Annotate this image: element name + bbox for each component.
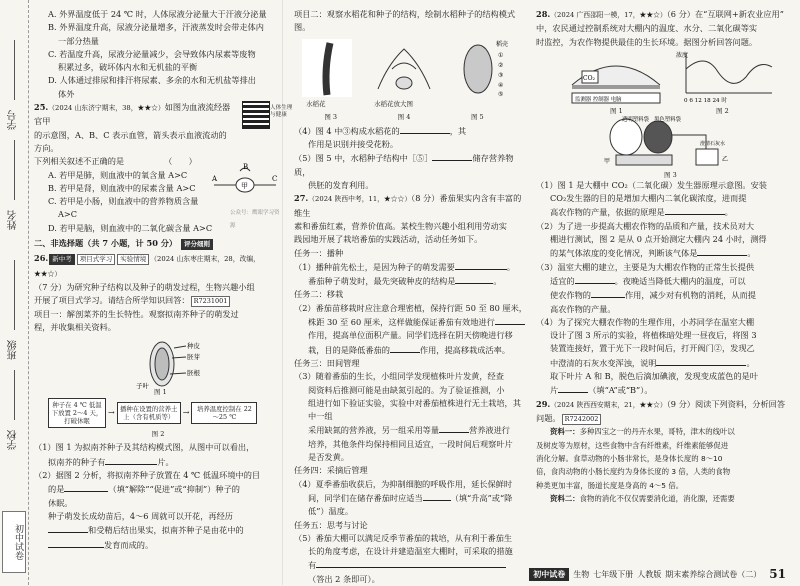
- q25-option-c: C. 若甲是小肠，则血液中的营养物质含量: [48, 196, 199, 207]
- q28-1-period: 。: [724, 207, 733, 218]
- q29-stem: [536, 398, 786, 412]
- material-1-title: 资料一：: [550, 427, 580, 437]
- q26-1-prompt: 拟南芥的种子有: [48, 456, 106, 467]
- q28-text-3: 时监控，为农作物提供最佳的生长环境。据图分析回答问题。: [536, 36, 758, 47]
- q28-4-hint: （填“A”或“B”）。: [588, 385, 653, 396]
- q25-number: 25.: [34, 102, 49, 113]
- seed-label-radicle: 胚根: [187, 369, 200, 378]
- q24-option-b-cont: 一部分热量: [58, 35, 99, 46]
- t3-blank[interactable]: [439, 423, 469, 433]
- column-right: [536, 8, 786, 506]
- q28-3-prompt: 适宜的: [550, 275, 575, 286]
- q28-1-prompt: 高农作物的产量，依据的原理是: [550, 207, 665, 218]
- footer-subject: 生物: [573, 569, 590, 579]
- q26-2-prompt: 的是: [48, 484, 65, 495]
- q29-text-1: （9 分）阅读下列资料，分析回答: [666, 398, 786, 409]
- name-label: 姓名: [8, 210, 19, 230]
- rice-seed-shape: [464, 45, 492, 93]
- q26-4-text: [294, 124, 528, 138]
- q28-figure-3-caption: 图 3: [664, 170, 677, 179]
- column-left: [34, 8, 293, 552]
- q28-4-answer-2: [536, 383, 786, 397]
- seed5-label-husk: 稻壳: [496, 40, 509, 48]
- gas-concentration-graph: [676, 49, 776, 105]
- q26-stem-1: [34, 252, 282, 281]
- q26-4-blank[interactable]: [400, 124, 450, 134]
- task-1-title: 任务一：播种: [294, 247, 344, 258]
- t1-blank-1[interactable]: [455, 260, 507, 270]
- task-3-title: 任务三：田间管理: [294, 357, 360, 368]
- seed5-label-2: ②: [498, 61, 504, 69]
- t5-line-4: （答出 2 条即可）。: [308, 573, 380, 584]
- qr-code-icon[interactable]: [242, 101, 270, 129]
- q28-2-text: （2）为了进一步提高大棚农作物的品质和产量，技术员对大: [536, 220, 755, 231]
- column-middle: [294, 8, 528, 586]
- q28-figure-2-caption: 图 2: [716, 106, 729, 115]
- q26-5-end: 供胚的发育利用。: [308, 180, 374, 191]
- q28-4-text-3: 装置连接好，置于光下一段时间后，打开阀门②，发现乙: [550, 343, 755, 354]
- project-2-text: 项目二：观察水稻花和种子的结构，绘制水稻种子的结构模式图。: [294, 9, 516, 33]
- q27-number: 27.: [294, 193, 309, 204]
- material-1-line-4: 倍，食肉动物的小肠长度约为身体长度的 3 倍，人类的食物: [536, 467, 731, 477]
- q24-option-c: C. 若温度升高，尿液分泌量减少，会导致体内尿素等废物: [48, 48, 256, 59]
- q26-2-answer: [34, 482, 282, 496]
- material-2-text-1: 食物的消化不仅仅需要消化道，消化腺，还需要: [579, 494, 735, 504]
- t2-line-2: [294, 315, 528, 329]
- co2-gauge-label: CO₂: [583, 74, 595, 82]
- q25-stem: [34, 101, 234, 129]
- photosynthesis-apparatus-diagram: [596, 115, 746, 169]
- t4-prompt: 间，同学们在储存番茄时应适当: [308, 492, 423, 503]
- t1-prompt-2: 番茄种子萌发时，最先突破种皮的结构是: [308, 276, 456, 287]
- q28-4-blank-1[interactable]: [656, 356, 746, 366]
- section-2-header: [34, 237, 282, 250]
- t1-line-1: [294, 260, 528, 274]
- q26-3-middle: 和受精后结出果实，拟南芥种子是由花中的: [88, 525, 244, 536]
- q25-option-a: A. 若甲是肺，则血液中的氧含量 A>C: [48, 169, 188, 180]
- t5-line-2: 长的角度考虑，在设计并建造温室大棚时，可采取的措施: [308, 546, 513, 557]
- q28-4-blank-2[interactable]: [558, 383, 588, 393]
- t3-line-1: （3）随着番茄的生长，小组同学发现植株叶片发黄，经查: [294, 371, 504, 382]
- rice-panicle-shape: [326, 43, 330, 95]
- greenhouse-ground: [572, 85, 660, 89]
- rice-seed-diagram: [454, 37, 526, 97]
- q26-3-answer: [34, 523, 282, 537]
- q28-2-prompt: 的某气体浓度的变化情况，判断该气体是: [550, 248, 698, 259]
- q25-text-2: 的示意图，A、B、C 表示血管，箭头表示血液流动的方向。: [34, 129, 227, 153]
- q28-3-blank-1[interactable]: [575, 274, 615, 284]
- q26-1-text: （1）图 1 为拟南芥种子及其结构模式图，从图中可以看出，: [34, 442, 255, 453]
- q26-3-blank-1[interactable]: [48, 523, 88, 533]
- q24-option-c-cont: 积累过多，破坏体内水和无机盐的平衡: [58, 62, 198, 73]
- fig3-label-jia: 甲: [604, 157, 611, 165]
- t1-blank-2[interactable]: [455, 274, 493, 284]
- concentration-curve: [686, 61, 772, 83]
- q28-number: 28.: [536, 9, 551, 19]
- t4-blank[interactable]: [423, 491, 451, 501]
- footer-edition: 人教版: [637, 569, 662, 579]
- figure-1-caption: 图 1: [154, 388, 167, 397]
- q26-2-hint: （填“解除”“促进”或“抑制”）种子的: [108, 484, 240, 495]
- student-no-label: 学号: [8, 110, 19, 130]
- q28-3-end: 作用，减少对有机物的消耗，从而提: [624, 290, 756, 301]
- material-2-title: 资料二：: [550, 494, 580, 504]
- seed5-label-3: ③: [498, 71, 504, 79]
- t1-prompt: （1）播种前先松土，是因为种子的萌发需要: [294, 261, 455, 272]
- stamen-shape: [392, 63, 416, 69]
- qr-caption-2: 与健康: [270, 112, 287, 119]
- pointer-line: [174, 346, 186, 348]
- material-1-line-3: 消化分解。食草动物的小肠非常长，是身体长度的 8～10: [536, 454, 723, 464]
- q26-number: 26.: [34, 253, 49, 264]
- q26-text-1: （7 分）为研究种子结构以及种子的萌发过程，生物兴趣小组: [34, 281, 255, 292]
- q28-figure-3: [536, 115, 786, 179]
- q26-2-end: 休眠。: [48, 497, 73, 508]
- graph-y-label: 浓度: [676, 51, 689, 59]
- t1-period-2: 。: [493, 276, 502, 287]
- q24-option-d: D. 人体通过排尿和排汗将尿素、多余的水和无机盐等排出: [48, 75, 256, 86]
- q28-3-answer-2: [536, 288, 786, 302]
- q25-block: [34, 101, 293, 235]
- q26-1-unit: 片。: [157, 456, 174, 467]
- class-line: [14, 260, 15, 330]
- task-2-title: 任务二：移栽: [294, 289, 344, 300]
- t3-line-6: 是否发黄。: [308, 452, 349, 463]
- q28-3-answer: [536, 274, 786, 288]
- school-label: 学校: [8, 430, 19, 450]
- q28-4-prompt-2: 片: [550, 385, 559, 396]
- q26-3-blank-2[interactable]: [48, 538, 104, 548]
- q29-source: （2024 陕西西安期末，21，★★☆）: [550, 400, 667, 409]
- q26-4-mid: ，其: [449, 125, 467, 136]
- binding-margin: [0, 0, 29, 585]
- t2-end: 作用，提高移栽成活率。: [419, 344, 510, 355]
- rice-flower-photo: [302, 39, 352, 97]
- school-line: [14, 370, 15, 420]
- q29-code: R7242002: [562, 414, 602, 425]
- material-1-text-1: 多种四宝之一的丹卉水果，哥特，津木的线叶以: [579, 427, 735, 437]
- q28-3-blank-2[interactable]: [591, 288, 625, 298]
- pointer-line: [172, 357, 186, 358]
- brand-logo: 初中试卷: [2, 511, 26, 573]
- seed5-label-4: ④: [498, 81, 504, 89]
- figure-3-caption: 图 3: [324, 112, 338, 121]
- t4-line-3: 低”）温度。: [308, 506, 354, 517]
- material-2-line-1: [536, 492, 786, 505]
- q25-answer-paren: （ ）: [164, 156, 197, 167]
- q25-text-1: 如图为血液流经器官甲: [34, 102, 231, 127]
- q26-code: R7231001: [191, 296, 231, 307]
- rice-flower-label: 水稻花: [306, 99, 326, 108]
- q27-text-1: （8 分）番茄果实内含有丰富的维生: [294, 193, 522, 218]
- rice-figures: [294, 35, 528, 111]
- t1-line-2: [294, 274, 528, 288]
- vessel-label-b: B: [243, 163, 249, 172]
- material-passage: [536, 425, 786, 505]
- arrow-right-icon: →: [108, 408, 115, 418]
- q27-source: （2024 陕西中考，11，★☆☆）: [308, 195, 412, 204]
- fig3-label-transparent: 透明塑料袋: [622, 116, 649, 123]
- q27-text-3: 践园地开展了栽培番茄的实践活动，活动任务如下。: [294, 234, 483, 245]
- arrow-right-icon: →: [182, 408, 190, 418]
- class-label: 班级: [8, 340, 19, 360]
- vessel-label-c: C: [272, 175, 278, 184]
- t2-prompt: 株距 30 至 60 厘米，这样做能保证番茄有效地进行: [308, 317, 495, 328]
- ovary-shape: [396, 77, 412, 89]
- flowchart-figure-2: [48, 398, 282, 428]
- q28-figure-1-caption: 图 1: [610, 106, 623, 115]
- q26-project-1: 项目一：解剖菜芥的生长特性。观察拟南芥种子的萌发过: [34, 308, 239, 319]
- q28-text-1: （6 分）在“互联网+新农业应用”: [666, 9, 784, 19]
- control-box-label: 监测器 控制器 电脑: [575, 96, 622, 103]
- t5-line-1: （5）番茄大棚可以满足反季节番茄的栽培，从有利于番茄生: [294, 532, 513, 543]
- q26-5-text: [294, 151, 528, 179]
- q26-tag-project: 项目式学习: [77, 254, 116, 265]
- q26-source: （2024 山东枣庄期末，28，改编，★★☆）: [34, 255, 260, 278]
- task-5-title: 任务五：思考与讨论: [294, 519, 368, 530]
- t2-blank-2[interactable]: [390, 343, 420, 353]
- t5-prompt: 有: [308, 560, 317, 571]
- t3-line-3: 组进行如下验证实验，实验中对番茄植株进行无土栽培，其中一组: [308, 397, 521, 422]
- t2-line-1: （2）番茄苗移栽时应注意合理密植，保持行距 50 至 80 厘米，: [294, 302, 527, 313]
- seed5-label-5: ⑤: [498, 90, 504, 97]
- figure-4-caption: 图 4: [397, 112, 411, 121]
- q26-project-1-cont: 程，并收集相关资料。: [34, 321, 116, 332]
- footer-grade: 七年级下册: [593, 569, 634, 579]
- q26-text-2: [34, 294, 282, 307]
- q24-option-b: B. 外界温度升高，尿液分泌量增多，汗液蒸发时会带走体内: [48, 22, 264, 33]
- q26-1-blank[interactable]: [105, 455, 157, 465]
- q28-1-answer: [536, 205, 786, 219]
- q26-5-blank[interactable]: [432, 151, 472, 161]
- rice-flower-zoom-label: 水稻花放大图: [374, 99, 413, 108]
- fig3-label-limewater: 澄清石灰水: [700, 140, 726, 147]
- t2-line-4: [294, 343, 528, 357]
- material-1-line-2: 及树皮等为原材，这些食物中含有纤维素，纤维素能够促进: [536, 440, 729, 450]
- t3-line-4: [294, 423, 528, 437]
- q29-text-2-body: 问题。: [536, 412, 561, 423]
- q25-option-c-cont: A>C: [58, 209, 78, 220]
- q28-1-text: （1）图 1 是大棚中 CO₂（二氧化碳）发生器原理示意图。安装: [536, 179, 767, 190]
- q28-2-answer: [536, 246, 786, 260]
- t3-line-5: 培养，其他条件均保持相同且适宜，一段时间后观察叶片: [308, 438, 513, 449]
- fig3-label-black: 黑色塑料袋: [654, 116, 681, 123]
- q26-tag-experiment: 实验情境: [117, 254, 149, 265]
- q26-5-prompt: （5）图 5 中，水稻种子结构中［⑤］: [294, 153, 433, 164]
- q28-3-text: （3）温室大棚的建立，主要是为大棚农作物的正常生长提供: [536, 261, 755, 272]
- q28-3-prompt-2: 使农作物的: [550, 290, 591, 301]
- footer-brand-tag: 初中试卷: [529, 568, 569, 581]
- blood-flow-diagram: [210, 161, 280, 201]
- q26-5-mid: 储存营养物质，: [294, 153, 514, 177]
- flow-step-3: 培养温度控制在 22～25 ℃: [191, 402, 257, 424]
- q24-option-d-cont: 体外: [58, 88, 75, 99]
- page-fold-shadow: [282, 0, 283, 585]
- t4-line-2: [294, 491, 528, 505]
- q25-source: （2024 山东济宁期末，38，★★☆）: [48, 104, 165, 113]
- t3-line-2: 阅资料后推测可能是由缺氮引起的。为了验证推测，小: [308, 384, 505, 395]
- page-footer: [529, 567, 786, 581]
- material-1-line-5: 种类更加丰富，肠道长度是身高的 4～5 倍。: [536, 480, 684, 490]
- q25-option-d: D. 若甲是脑，则血液中的二氧化碳含量 A>C: [48, 222, 213, 233]
- q28-4-text-4: 取下叶片 A 和 B，脱色后滴加碘液，发现变成蓝色的是叶: [550, 371, 759, 382]
- q28-stem: [536, 8, 786, 22]
- student-no-line: [14, 40, 15, 100]
- q28-figures-row: [536, 49, 786, 115]
- black-bag-shape: [644, 121, 672, 153]
- t5-blank[interactable]: [316, 558, 506, 568]
- figure-captions-row: [294, 111, 514, 124]
- rice-flower-zoom-diagram: [368, 39, 442, 97]
- figure-2-caption: 图 2: [151, 430, 165, 439]
- q28-2-text-2: 棚进行测试，图 2 是从 0 点开始测定大棚内 24 小时，测得: [550, 234, 767, 245]
- flow-step-1: 种子在 4 ℃ 低温下放置 2～4 天，打破休眠: [48, 398, 106, 428]
- q28-3-end-line: 高农作物的产量。: [550, 303, 616, 314]
- footer-exam-title: 期末素养综合测试卷（二）: [665, 569, 762, 579]
- q26-2-text: （2）据图 2 分析，将拟南芥种子放置在 4 ℃ 低温环境中的目: [34, 470, 261, 481]
- q28-3-mid: 。夜晚适当降低大棚内的温度，可以: [614, 275, 746, 286]
- q27-text-2: 素和番茄红素，营养价值高。某校生物兴趣小组利用劳动实: [294, 220, 507, 231]
- t2-blank-1[interactable]: [495, 315, 525, 325]
- plant-pot: [616, 155, 672, 165]
- q26-text-2-body: 开展了项目式学习。请结合所学知识回答：: [34, 295, 190, 306]
- q28-4-prompt: 中澄清的石灰水变浑浊，说明: [550, 357, 657, 368]
- q26-tag-new-exam: 新中考: [49, 254, 75, 265]
- t4-line-1: （4）夏季番茄收获后，为抑制细胞的呼吸作用，延长保鲜时: [294, 478, 513, 489]
- t2-prompt-2: 栽，目的是降低番茄的: [308, 344, 390, 355]
- embryo-shape: [155, 348, 169, 380]
- q28-source: （2024 广西邵阳一模，17，★★☆）: [550, 11, 667, 19]
- q28-1-text-2: CO₂发生器的目的是增加大棚内二氧化碳浓度，进而提: [550, 193, 747, 204]
- section-2-title: 二、非选择题（共 7 小题，计 50 分）: [34, 238, 178, 249]
- q28-4-answer: [536, 356, 786, 370]
- q24-option-a: A. 外界温度低于 24 ℃ 时，人体尿液分泌量大于汗液分泌量: [48, 9, 267, 19]
- q26-3-answer-2: [34, 538, 282, 552]
- q26-4-prompt: （4）图 4 中③构成水稻花的: [294, 125, 400, 136]
- q26-3-text-body: 种子萌发长成幼苗后，4～6 周就可以开花，再经历: [48, 510, 233, 521]
- name-line: [14, 140, 15, 200]
- t5-line-3: [294, 558, 528, 572]
- task-4-title: 任务四：采摘后管理: [294, 465, 368, 476]
- flow-step-2: 播种在设置的营养土上（含有机质等）: [117, 402, 181, 424]
- t2-line-3: 作用，提高单位面积产量。同学们选择在阴天傍晚进行移: [308, 330, 513, 341]
- scoring-rules-badge[interactable]: 评分细则: [181, 239, 213, 250]
- q28-1-blank[interactable]: [665, 205, 725, 215]
- seed-label-cotyledon: 子叶: [136, 382, 149, 391]
- q26-4-end: 作用是识别并接受花粉。: [308, 139, 399, 150]
- seed-label-plumule: 胚芽: [187, 353, 200, 362]
- q28-4-text-2: 设计了图 3 所示的实验，将植株暗处理一昼夜后，将图 3: [550, 330, 757, 341]
- q28-2-period: 。: [747, 248, 756, 259]
- limewater-flask: [696, 149, 718, 165]
- vessel-label-a: A: [212, 175, 218, 184]
- q29-number: 29.: [536, 398, 551, 409]
- seed5-label-1: ①: [498, 51, 504, 59]
- q26-3-end: 发育而成的。: [104, 539, 154, 550]
- page-number: 51: [769, 567, 786, 581]
- t4-hint: （填“升高”或“降: [450, 492, 513, 503]
- watermark-text: 公众号：鹰眼学习资源: [230, 210, 280, 230]
- transparent-bag-shape: [610, 119, 642, 155]
- t1-period: 。: [506, 261, 515, 272]
- seed-label-coat: 种皮: [187, 342, 200, 351]
- greenhouse-co2-diagram: [566, 51, 666, 105]
- q25-text-3-body: 下列相关叙述不正确的是: [34, 156, 125, 167]
- q28-4-text: （4）为了探究大棚农作物的生理作用，小苏同学在温室大棚: [536, 316, 755, 327]
- organ-label-jia: 甲: [241, 182, 248, 191]
- qr-caption-1: 人体生理: [270, 105, 293, 112]
- seed-figure-1: [34, 336, 282, 396]
- fig3-label-yi: 乙: [722, 155, 729, 163]
- q26-3-text: [34, 510, 282, 523]
- t3-mid: 营养液进行: [469, 425, 510, 436]
- material-1-line-1: [536, 425, 786, 438]
- seed-structure-diagram: [134, 336, 214, 394]
- figure-5-caption: 图 5: [470, 112, 484, 121]
- q28-text-2: 中，农民通过控制系统对大棚内的温度、水分、二氧化碳等实: [536, 23, 758, 34]
- q26-2-blank[interactable]: [64, 482, 108, 492]
- q25-option-b: B. 若甲是肾，则血液中的尿素含量 A>C: [48, 182, 196, 193]
- q28-2-blank[interactable]: [697, 246, 747, 256]
- t3-prompt: 采用缺氮的营养液，另一组采用等量: [308, 425, 440, 436]
- q26-1-answer: [34, 455, 282, 469]
- q27-stem: [294, 192, 528, 220]
- q29-text-2: [536, 412, 786, 425]
- graph-x-ticks: 0 6 12 18 24 时: [684, 97, 727, 104]
- q28-4-period: 。: [746, 357, 755, 368]
